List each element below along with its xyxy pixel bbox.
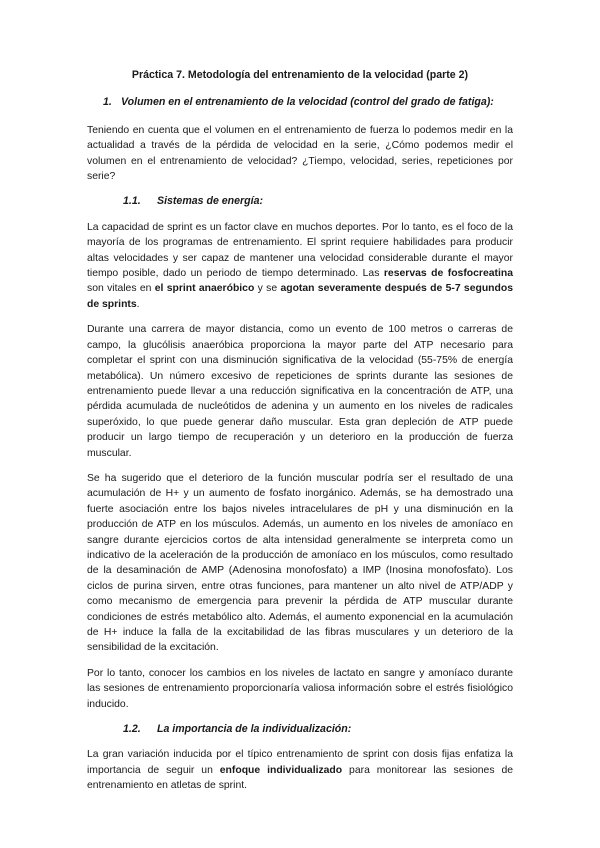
bold-individualized: enfoque individualizado bbox=[219, 764, 343, 776]
section-1-2-number: 1.2. bbox=[123, 723, 141, 736]
section-1-heading bbox=[103, 95, 513, 110]
section-1-1-heading bbox=[123, 194, 513, 209]
section-1-1-paragraph-1 bbox=[87, 220, 513, 312]
text-run: La gran variación inducida por el típico entrenamiento de sprint con dosis fijas enfatiza la importancia de seguir un bbox=[87, 749, 513, 776]
section-1-heading-text: Volumen en el entrenamiento de la velocidad (control del grado de fatiga): bbox=[121, 96, 494, 109]
section-1-2-paragraph-1 bbox=[87, 747, 513, 793]
section-1-2-heading bbox=[123, 722, 513, 737]
text-run: . bbox=[136, 298, 140, 310]
bold-phosphocreatine: reservas de fosfocreatina bbox=[383, 268, 514, 280]
bold-depletion: agotan severamente después de 5-7 segundos de sprints bbox=[87, 283, 513, 310]
page-title: Práctica 7. Metodología del entrenamiento de la velocidad (parte 2) bbox=[131, 69, 469, 81]
section-1-number: 1. bbox=[103, 96, 112, 109]
section-1-intro: Teniendo en cuenta que el volumen en el entrenamiento de fuerza lo podemos medir en la actualidad a través de la pérdida de velocidad en la serie, ¿Cómo podemos medir el volumen en el entrenamiento de velocidad? ¿Tiempo, velocidad, series, repeticiones por serie? bbox=[87, 124, 513, 183]
section-1-1-paragraph-4: Por lo tanto, conocer los cambios en los niveles de lactato en sangre y amoníaco durante las sesiones de entrenamiento proporcionaría valiosa información sobre el estrés fisiológico inducido. bbox=[87, 667, 513, 710]
section-1-1-paragraph-3: Se ha sugerido que el deterioro de la función muscular podría ser el resultado de una acumulación de H+ y un aumento de fosfato inorgánico. Además, se ha demostrado una fuerte asociación entre los bajos niveles intracelulares de pH y una disminución en la producción de ATP en los músculos. Además, un aumento en los niveles de amoníaco en sangre durante ejercicios cortos de alta intensidad generalmente se interpreta como un indicativo de la aceleración de la producción de amoníaco en los músculos, como resultado de la desaminación de AMP (Adenosina monofosfato) a IMP (Inosina monofosfato). Los ciclos de purina sirven, entre otras funciones, para mantener un alto nivel de ATP/ADP y como mecanismo de emergencia para prevenir la pérdida de ATP muscular durante condiciones de estrés metabólico alto. Además, el aumento exponencial en la acumulación de H+ induce la falla de la excitabilidad de las fibras musculares y un deterioro de la sensibilidad de la excitación. bbox=[87, 472, 513, 654]
section-1-1-paragraph-2: Durante una carrera de mayor distancia, como un evento de 100 metros o carreras de campo, la glucólisis anaeróbica proporciona la mayor parte del ATP necesario para completar el sprint con una disminución significativa de la velocidad (55-75% de energía metabólica). Un número excesivo de repeticiones de sprints durante las sesiones de entrenamiento puede llevar a una reducción significativa en la concentración de ATP, una pérdida acumulada de nucleótidos de adenina y un aumento en los niveles de radicales superóxido, lo que puede generar daño muscular. Esta gran depleción de ATP puede producir un largo tiempo de recuperación y un deterioro en la producción de fuerza muscular. bbox=[87, 324, 513, 459]
section-1-1-number: 1.1. bbox=[123, 195, 141, 208]
text-run: son vitales en bbox=[87, 283, 155, 295]
section-1-2-heading-text: La importancia de la individualización: bbox=[157, 723, 352, 736]
bold-anaerobic-sprint: el sprint anaeróbico bbox=[154, 283, 255, 295]
text-run: para monitorear las sesiones de entrenamiento en atletas de sprint. bbox=[87, 764, 514, 792]
section-1-1-heading-text: Sistemas de energía: bbox=[157, 195, 263, 208]
text-run: y se bbox=[254, 283, 281, 295]
text-run: La capacidad de sprint es un factor clave en muchos deportes. Por lo tanto, es el foco de la mayoría de los programas de entrenamiento. El sprint requiere habilidades para producir altas velocidades y ser capaz de mantener una velocidad considerable durante el mayor tiempo posible, dado un periodo de tiempo determinado. Las bbox=[87, 221, 513, 280]
